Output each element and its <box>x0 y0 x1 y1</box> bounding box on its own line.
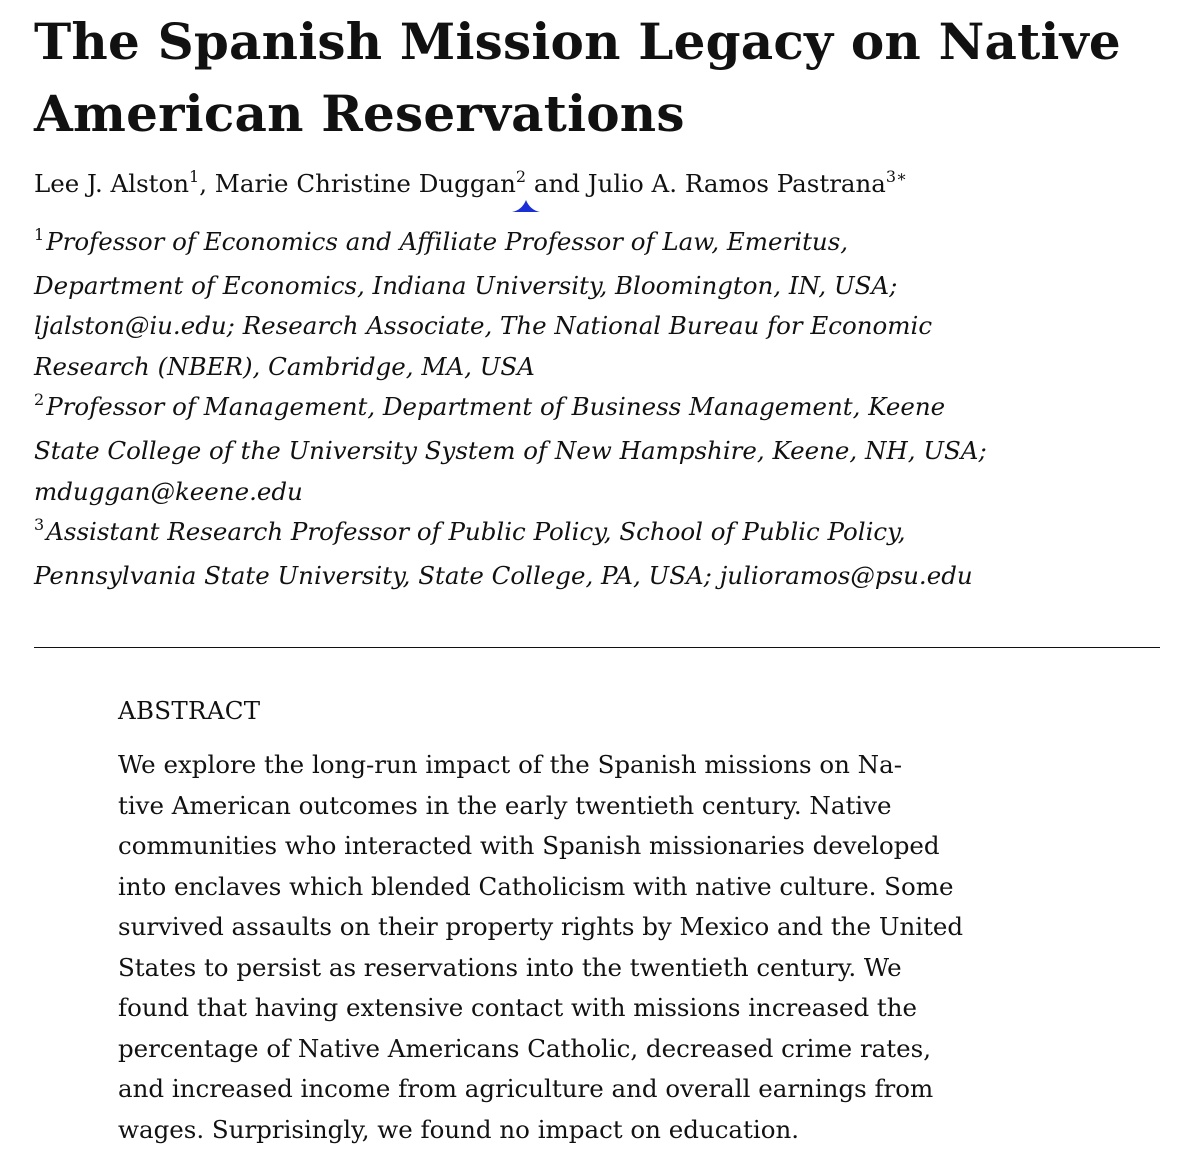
affiliation-line: ljalston@iu.edu; Research Associate, The National Bureau for Economic <box>34 311 933 341</box>
affiliation-line: State College of the University System of New Hampshire, Keene, NH, USA; <box>34 435 987 465</box>
abstract-line: We explore the long-run impact of the Spanish missions on Na- <box>118 750 902 779</box>
affiliation-line <box>34 512 1184 556</box>
abstract-line: percentage of Native Americans Catholic, decreased crime rates, <box>118 1033 931 1063</box>
abstract-line: communities who interacted with Spanish missionaries developed <box>118 831 940 860</box>
abstract-line: survived assaults on their property rights by Mexico and the United <box>118 912 964 941</box>
author-separator: , <box>199 169 215 198</box>
abstract-line: found that having extensive contact with missions increased the <box>118 993 918 1022</box>
affiliation-marker: 1 <box>34 225 45 244</box>
abstract-line: and increased income from agriculture and overall earnings from <box>118 1074 934 1103</box>
title-line: American Reservations <box>34 84 685 143</box>
horizontal-rule <box>34 647 1160 648</box>
abstract-body <box>118 745 1078 1150</box>
author-affil-marker: 2 <box>515 167 527 186</box>
affiliation-2 <box>34 387 1184 512</box>
affiliation-line <box>34 222 1184 266</box>
author-separator: and <box>526 169 588 198</box>
affiliation-marker: 2 <box>34 390 45 410</box>
author-list <box>34 164 1184 207</box>
affiliation-line: Pennsylvania State University, State College, PA, USA; julioramos@psu.edu <box>34 560 973 590</box>
paper-title <box>34 6 1184 150</box>
affiliation-text: Professor of Management, Department of Business Management, Keene <box>46 392 946 422</box>
abstract-line: tive American outcomes in the early twentieth century. Native <box>118 790 892 820</box>
author-affil-marker: 3∗ <box>885 167 907 186</box>
author-affil-marker: 1 <box>189 167 200 186</box>
affiliations <box>34 222 1184 596</box>
title-line: The Spanish Mission Legacy on Native <box>34 12 1121 71</box>
affiliation-line: mduggan@keene.edu <box>34 476 303 506</box>
affiliation-line <box>34 387 1184 431</box>
affiliation-text: Assistant Research Professor of Public Policy, School of Public Policy, <box>46 517 906 547</box>
affiliation-line: Department of Economics, Indiana University, Bloomington, IN, USA; <box>34 270 898 300</box>
author-name: Marie Christine Duggan <box>214 169 516 198</box>
affiliation-text: Professor of Economics and Affiliate Professor of Law, Emeritus, <box>46 227 849 256</box>
affiliation-3 <box>34 512 1184 596</box>
abstract-line: States to persist as reservations into the twentieth century. We <box>118 952 902 982</box>
affiliation-line: Research (NBER), Cambridge, MA, USA <box>34 351 535 381</box>
abstract-line: wages. Surprisingly, we found no impact on education. <box>118 1114 800 1144</box>
affiliation-marker: 3 <box>34 515 45 535</box>
abstract-line: into enclaves which blended Catholicism with native culture. Some <box>118 871 954 901</box>
author-name: Julio A. Ramos Pastrana <box>587 169 886 198</box>
affiliation-1 <box>34 222 1184 387</box>
author-name: Lee J. Alston <box>34 169 190 198</box>
abstract-heading: ABSTRACT <box>118 696 261 725</box>
